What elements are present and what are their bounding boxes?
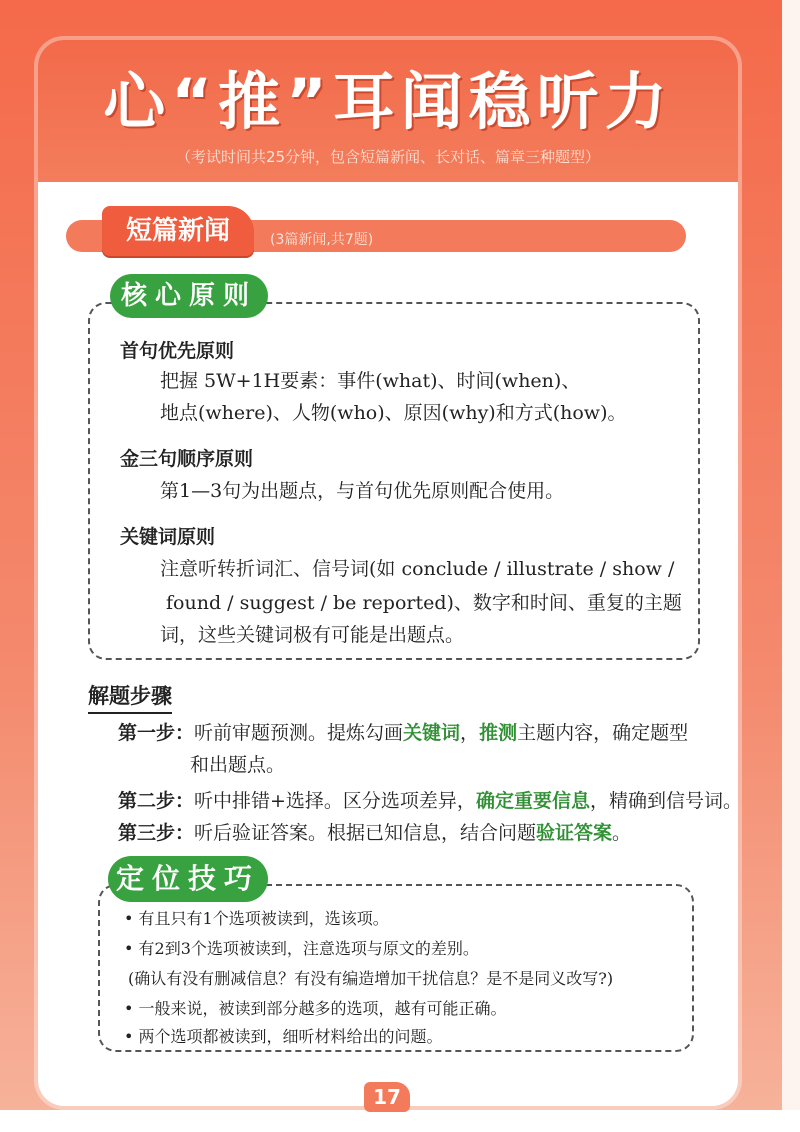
step-row — [118, 818, 631, 845]
rule-heading: 金三句顺序原则 — [120, 448, 254, 470]
tip-line: • 一般来说，被读到部分越多的选项，越有可能正确。 — [124, 999, 507, 1018]
step-text: ， — [460, 722, 480, 744]
step-text: 听后验证答案。根据已知信息，结合问题 — [194, 822, 537, 844]
rule-line: 第1—3句为出题点，与首句优先原则配合使用。 — [160, 480, 565, 502]
page-number: 17 — [364, 1082, 410, 1112]
page-subtitle: （考试时间共25分钟，包含短篇新闻、长对话、篇章三种题型） — [175, 148, 601, 166]
rule-line: 词，这些关键词极有可能是出题点。 — [160, 624, 465, 646]
tip-line: (确认有没有删减信息？有没有编造增加干扰信息？是不是同义改写?) — [128, 969, 614, 988]
rule-line: found / suggest / be reported)、数字和时间、重复的主题 — [166, 592, 682, 614]
rule-heading: 首句优先原则 — [120, 340, 235, 362]
page-title: 心“推”耳闻稳听力 — [103, 65, 673, 138]
step-text: 听中排错+选择。区分选项差异， — [194, 790, 476, 812]
step-text: 主题内容，确定题型 — [517, 722, 689, 744]
step-highlight: 验证答案 — [536, 822, 613, 844]
page-bottom-edge — [0, 1110, 800, 1132]
step-label: 第三步： — [118, 822, 195, 844]
rule-heading: 关键词原则 — [120, 526, 216, 548]
tip-line: • 有且只有1个选项被读到，选该项。 — [124, 909, 389, 928]
step-label: 第一步： — [118, 722, 195, 744]
section-note: (3篇新闻,共7题) — [270, 232, 374, 248]
tip-line: • 有2到3个选项被读到，注意选项与原文的差别。 — [124, 939, 479, 958]
step-text: 听前审题预测。提炼勾画 — [194, 722, 404, 744]
step-highlight: 关键词 — [403, 722, 461, 744]
step-text: 。 — [612, 822, 632, 844]
tip-line: • 两个选项都被读到，细听材料给出的问题。 — [124, 1027, 443, 1046]
rule-line: 把握 5W+1H要素：事件(what)、时间(when)、 — [160, 370, 581, 392]
step-label: 第二步： — [118, 790, 195, 812]
steps-title: 解题步骤 — [88, 680, 172, 714]
page-edge — [782, 0, 800, 1132]
locate-tips-pill: 定位技巧 — [108, 856, 268, 902]
rule-line: 地点(where)、人物(who)、原因(why)和方式(how)。 — [160, 402, 627, 424]
step-row — [118, 786, 742, 813]
step-row — [118, 718, 688, 745]
step-highlight: 推测 — [479, 722, 518, 744]
step-highlight: 确定重要信息 — [475, 790, 590, 812]
step-text: ，精确到信号词。 — [589, 790, 742, 812]
section-label: 短篇新闻 — [102, 206, 254, 256]
step-continuation: 和出题点。 — [190, 754, 286, 776]
core-principles-pill: 核心原则 — [110, 274, 268, 318]
rule-line: 注意听转折词汇、信号词(如 conclude / illustrate / show / — [160, 558, 675, 580]
